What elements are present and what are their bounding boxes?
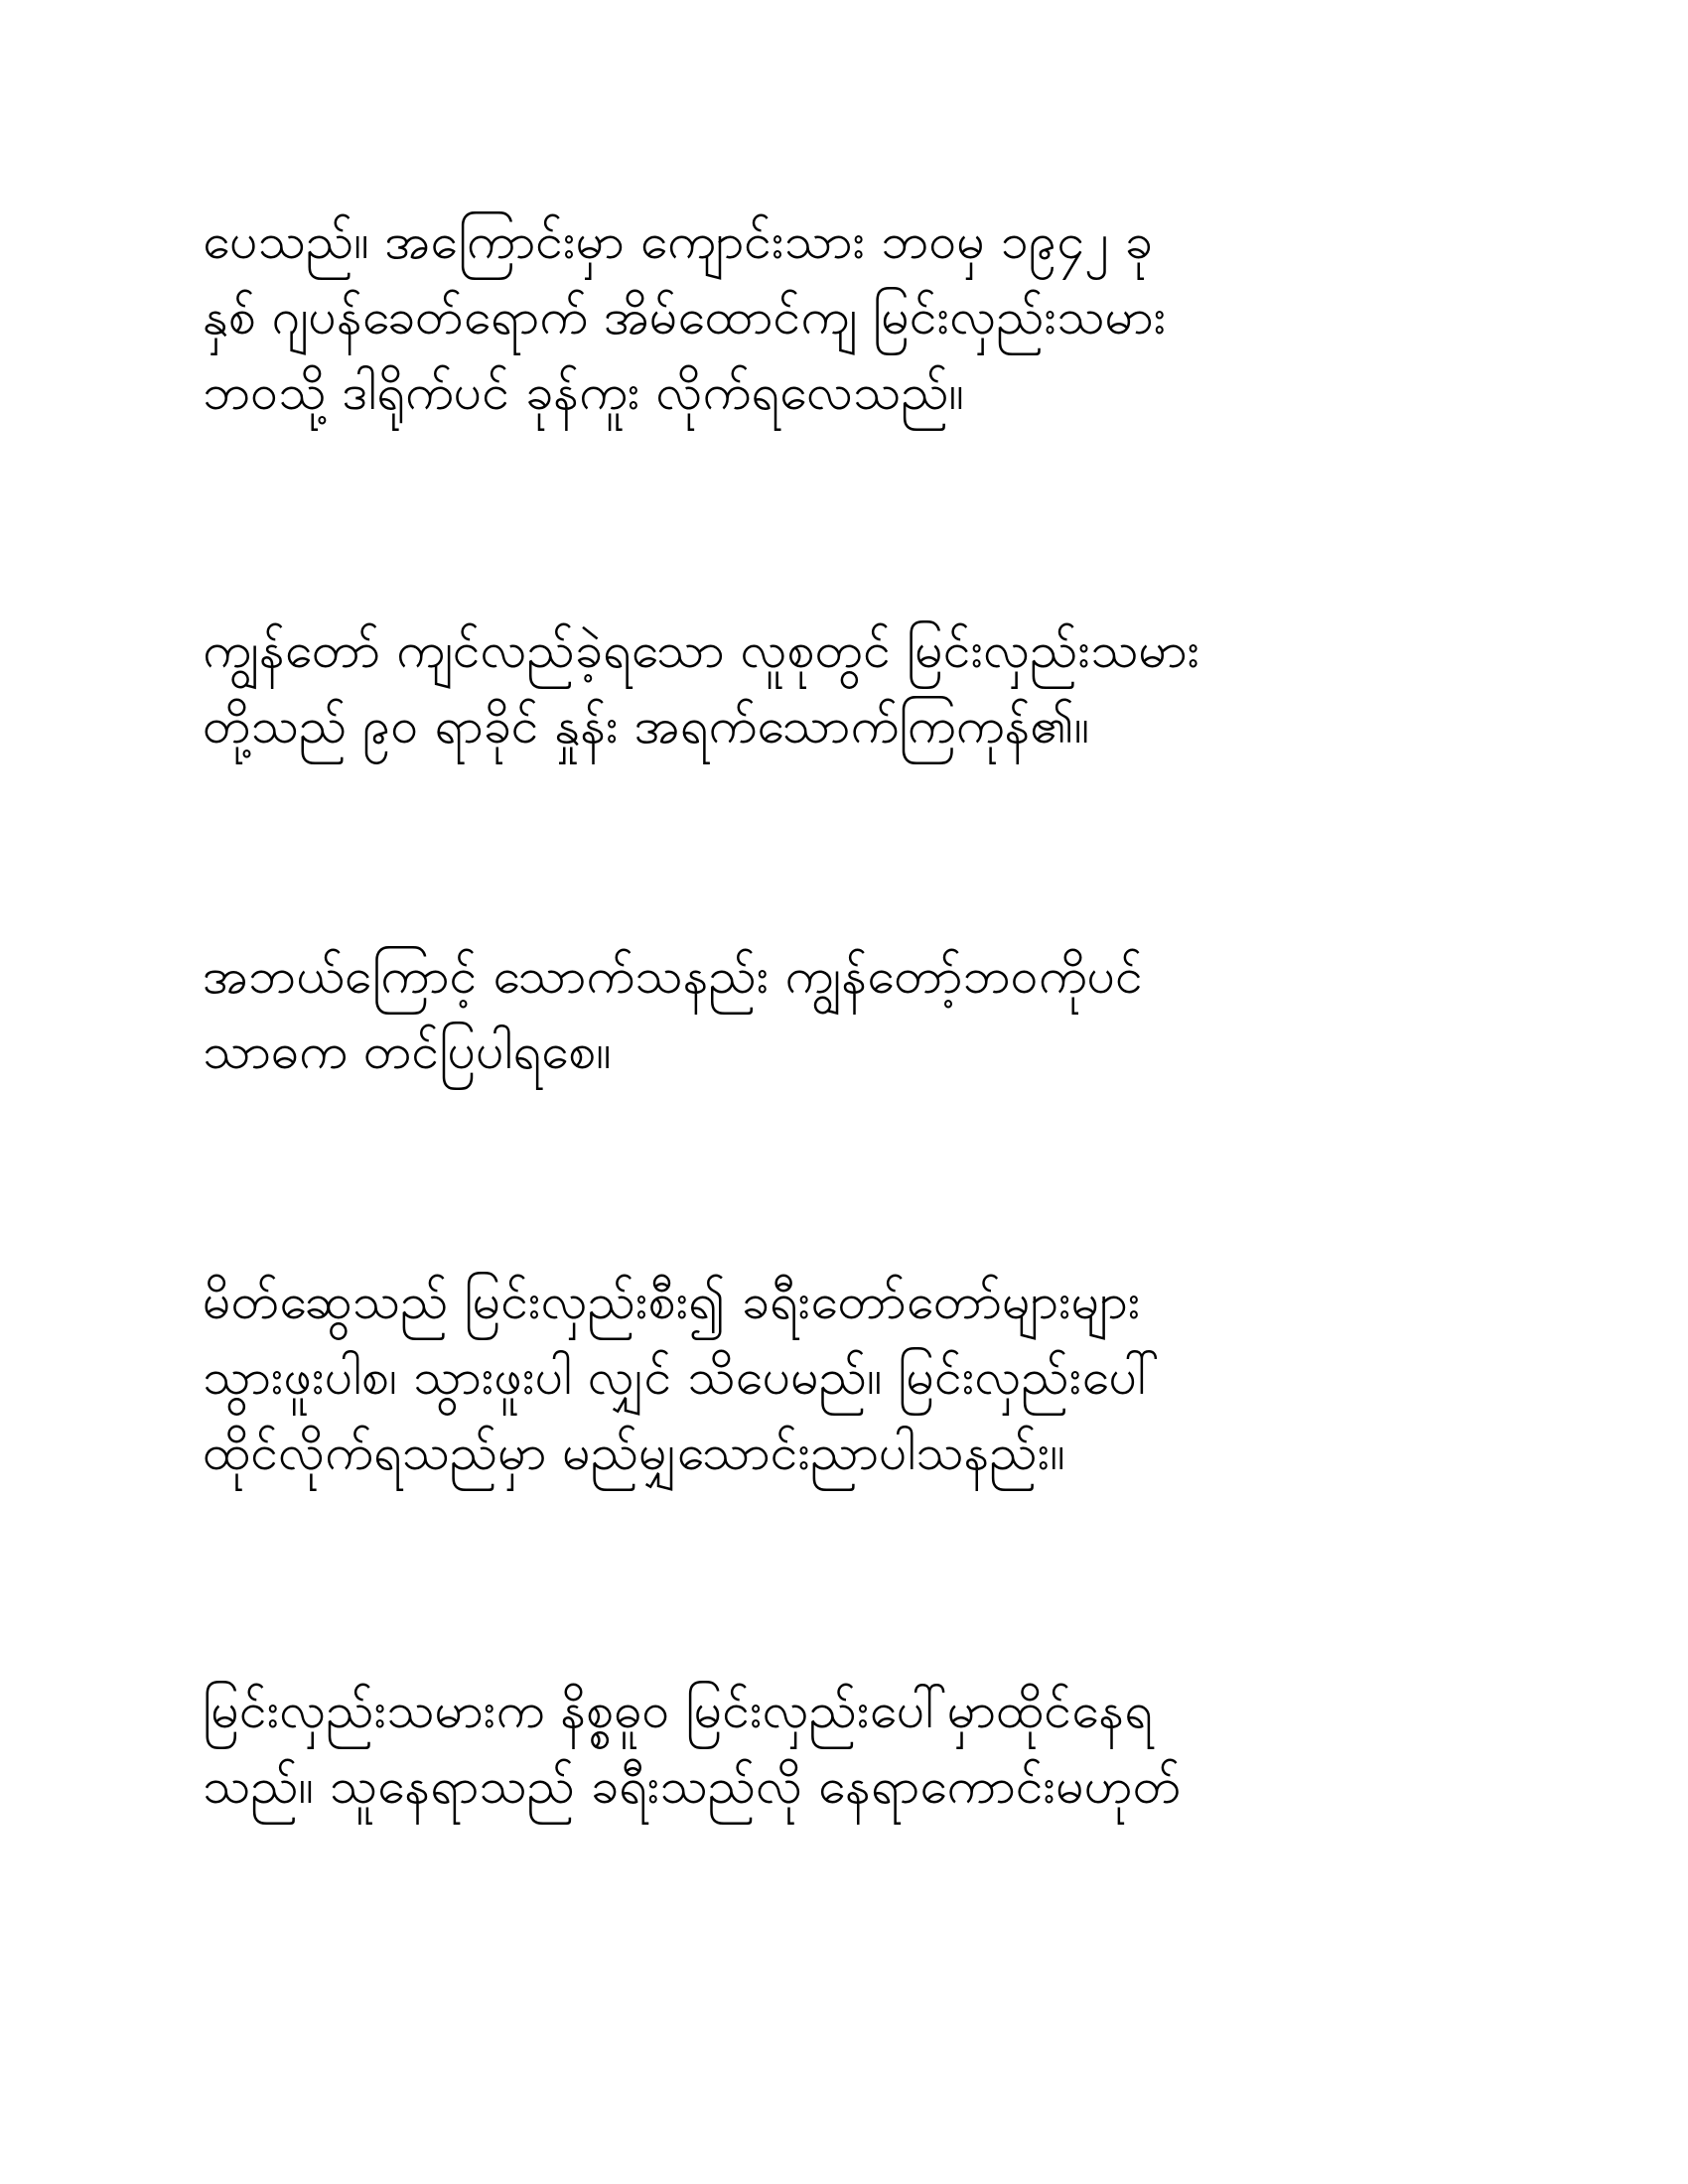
text-line: နှစ် ဂျပန်ခေတ်ရောက် အိမ်ထောင်ကျ မြင်းလှည်းသမား: [203, 288, 1167, 345]
text-line: တို့သည် ၉၀ ရာခိုင် နှုန်း အရက်သောက်ကြကုန်၏။: [203, 697, 1090, 754]
text-line: သွားဖူးပါစ၊ သွားဖူးပါ လျှင် သိပေမည်။ မြင်းလှည်းပေါ်: [203, 1348, 1160, 1406]
text-line: ဘဝသို့ ဒါရိုက်ပင် ခုန်ကူး လိုက်ရလေသည်။: [203, 363, 964, 421]
text-line: မြင်းလှည်းသမားက နိစ္စဓူဝ မြင်းလှည်းပေါ်မှာထိုင်နေရ: [203, 1682, 1153, 1739]
text-line: ပေသည်။ အကြောင်းမှာ ကျောင်းသား ဘဝမှ ၁၉၄၂ ခု: [203, 212, 1153, 270]
text-line: အဘယ်ကြောင့် သောက်သနည်း ကျွန်တော့်ဘဝကိုပင်: [203, 947, 1143, 1005]
text-line: ထိုင်လိုက်ရသည်မှာ မည်မျှသောင်းညာပါသနည်း။: [203, 1424, 1065, 1481]
text-line: သည်။ သူနေရာသည် ခရီးသည်လို နေရာကောင်းမဟုတ်: [203, 1757, 1182, 1815]
text-line: ကျွန်တော် ကျင်လည်ခဲ့ရသော လူစုတွင် မြင်းလှည်းသမား: [203, 621, 1200, 679]
text-line: မိတ်ဆွေသည် မြင်းလှည်းစီး၍ ခရီးတော်တော်များများ: [203, 1273, 1141, 1330]
text-line: သာဓက တင်ပြပါရစေ။: [203, 1023, 612, 1080]
